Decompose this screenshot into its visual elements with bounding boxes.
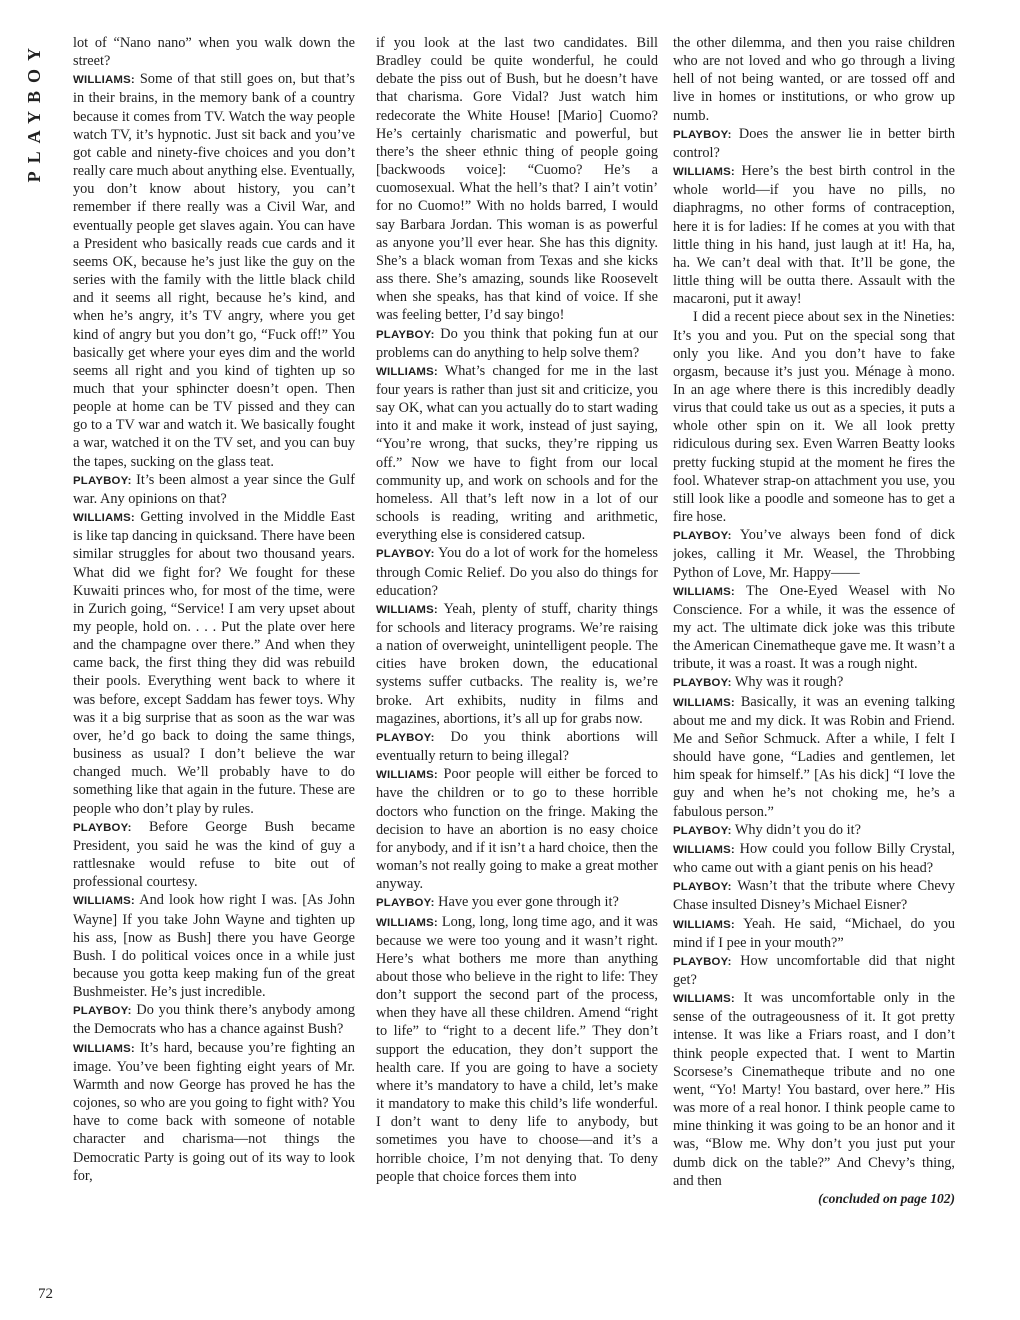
paragraph — [73, 818, 355, 892]
paragraph — [376, 34, 658, 325]
speaker-label: WILLIAMS: — [376, 769, 438, 782]
running-head: PLAYBOY — [24, 40, 44, 183]
speaker-label: WILLIAMS: — [376, 916, 438, 929]
paragraph-text: Why didn’t you do it? — [734, 821, 861, 838]
page-number: 72 — [38, 1286, 53, 1302]
speaker-label: WILLIAMS: — [73, 512, 135, 525]
speaker-label: PLAYBOY: — [73, 474, 132, 487]
paragraph-text: the other dilemma, and then you raise children who are not loved and who go through a living hell of not being wanted, or are tossed off and live in homes or institutions, or who grow up numb. — [673, 35, 955, 124]
paragraph — [673, 673, 955, 692]
paragraph — [376, 913, 658, 1186]
speaker-label: WILLIAMS: — [673, 843, 735, 856]
paragraph-text: Do you think abortions will eventually return to being illegal? — [376, 728, 658, 765]
paragraph — [376, 600, 658, 728]
paragraph-text: The One-Eyed Weasel with No Conscience. For a while, it was the essence of my act. The ultimate dick joke was this tribute the American Cinematheque gave me. It wasn’t a tribute, it was a roast. It was a rough night. — [673, 582, 955, 673]
speaker-label: WILLIAMS: — [376, 603, 438, 616]
paragraph-text: Yeah. He said, “Michael, do you mind if I pee in your mouth?” — [673, 915, 955, 951]
paragraph-text: Basically, it was an evening talking about me and my dick. It was Robin and Friend. Me and Señor Schmuck. After a while, I felt I should have gone, “Ladies and gentlemen, let him speak for himself.” [As his dick] “I love the guy and when he’s not choking me, he’s a fabulous person.” — [673, 693, 955, 820]
speaker-label: PLAYBOY: — [673, 824, 732, 837]
paragraph — [73, 1001, 355, 1038]
column-3 — [673, 34, 955, 1296]
speaker-label: PLAYBOY: — [673, 955, 732, 968]
speaker-label: PLAYBOY: — [73, 1005, 132, 1018]
paragraph-text: It was uncomfortable only in the sense of the outrageousness of it. It got pretty intense. It was like a Friars roast, and I don’t think people expected that. I went to Martin Scorsese’s Cinematheque tribute and no one went, “Yo! Marty! You bastard, over here.” His was more of a real honor. I think people came to mine thinking it was going to be an honor and it was, “Blow me. Why don’t you just put your dumb dick on the table?” And Chevy’s thing, and then — [673, 990, 955, 1189]
paragraph-text: And look how right I was. [As John Wayne] If you take John Wayne and tighten up his ass, [now as Bush] there you have George Bush. I do political voices once in a while just because you gotta keep making fun of the great Bushmeister. He’s just incredible. — [73, 892, 355, 1001]
paragraph — [673, 582, 955, 674]
speaker-label: WILLIAMS: — [73, 895, 135, 908]
paragraph — [673, 34, 955, 125]
speaker-label: WILLIAMS: — [673, 696, 735, 709]
speaker-label: WILLIAMS: — [73, 74, 135, 87]
paragraph-text: lot of “Nano nano” when you walk down the street? — [73, 35, 355, 70]
paragraph-text: Some of that still goes on, but that’s in their brains, in the memory bank of a country because it comes from TV. Watch the way people watch TV, it’s hypnotic. Just sit back and you’ve got cable and ninety-five choices and you don’t really care much about anything else. Eventually, you don’t know about history, you can’t remember if there really was a Civil War, and eventually people get slaves again. You can have a President who basically reads cue cards and it seems OK, because he’s just like the guy on the series with the family with the little black child and it seems all right, because he’s kind, and when he’s angry, it’s TV angry, where you get kind of angry but you don’t go, “Fuck off!” You basically get where your eyes dim and the world seems all right and you kind of tighten up so much that your sphincter doesn’t open. Then people at home can be TV pissed and they can go to a TV war and watch it. We basically fought a war, watched it on the TV set, and you can buy the tapes, sucking on the glass teat. — [73, 71, 355, 470]
paragraph-text: Poor people will either be forced to have the children or to go to these horrible doctors who function on the fringe. Making the decision to have an abortion is no easy choice for anybody, and if it isn’t a hard choice, then the woman’s not really going to make a great mother anyway. — [376, 766, 658, 893]
paragraph-text: Long, long, long time ago, and it was because we were too young and it wasn’t right. Here’s what bothers me more than anything about those who believe in the right to life: They don’t support the second part of the process, when they have all these children. Amend “right to life” to “right to a decent life.” They don’t support the education, they don’t support the health care. If you are going to have a society where it’s mandatory to have a child, let’s make it mandatory to make this child’s life wonderful. I don’t want to deny life to anybody, but sometimes you have to choose—and it’s a horrible choice, I’m not denying that. To deny people that choice forces them into — [376, 913, 658, 1185]
continued-note: (concluded on page 102) — [818, 1190, 955, 1206]
speaker-label: WILLIAMS: — [673, 918, 735, 931]
paragraph-text: It’s been almost a year since the Gulf war. Any opinions on that? — [73, 471, 355, 507]
speaker-label: WILLIAMS: — [376, 365, 438, 378]
paragraph — [376, 362, 658, 545]
paragraph — [673, 526, 955, 581]
paragraph — [376, 765, 658, 893]
paragraph-text: Before George Bush became President, you said he was the kind of guy a rattlesnake would refuse to bite out of professional courtesy. — [73, 818, 355, 891]
paragraph — [376, 728, 658, 765]
paragraph — [673, 877, 955, 914]
paragraph — [73, 508, 355, 818]
speaker-label: WILLIAMS: — [73, 1042, 135, 1055]
paragraph — [73, 1039, 355, 1185]
paragraph-text: You’ve always been fond of dick jokes, calling it Mr. Weasel, the Throbbing Python of Love, Mr. Happy—— — [673, 527, 955, 581]
paragraph-text: if you look at the last two candidates. Bill Bradley could be quite wonderful, he could debate the piss out of Bush, but he doesn’t have that charisma. Gore Vidal? Just watch him redecorate the White House! [Mario] Cuomo? He’s certainly charismatic and powerful, but there’s the sheer ethnic thing of people going [backwoods voice]: “Cuomo? He’s a cuomosexual. What the hell’s that? I ain’t votin’ for no Cuomo!” With no holds barred, I would say Barbara Jordan. This woman is as powerful as anyone you’ll ever hear. She has this dignity. She’s a black woman from Texas and she kicks ass there. She’s amazing, sounds like Roosevelt when she speaks, has that kind of voice. If she was feeling better, I’d say bingo! — [376, 35, 658, 324]
paragraph — [673, 840, 955, 877]
paragraph-text: How uncomfortable did that night get? — [673, 952, 955, 988]
speaker-label: PLAYBOY: — [376, 548, 435, 561]
paragraph — [73, 34, 355, 70]
speaker-label: PLAYBOY: — [673, 128, 732, 141]
paragraph-text: Have you ever gone through it? — [438, 894, 619, 911]
paragraph-text: Yeah, plenty of stuff, charity things for schools and literacy programs. We’re raising a nation of overweight, unintelligent people. The cities have broken down, the educational systems suffer cutbacks. The reality is, we’re broke. Art exhibits, nudity in films and magazines, abortions, it’s all up for grabs now. — [376, 600, 658, 727]
column-2 — [376, 34, 658, 1296]
speaker-label: WILLIAMS: — [673, 993, 735, 1006]
paragraph-text: Does the answer lie in better birth control? — [673, 125, 955, 161]
paragraph-text: Do you think that poking fun at our problems can do anything to help solve them? — [376, 325, 658, 361]
speaker-label: WILLIAMS: — [673, 585, 735, 598]
paragraph-text: Here’s the best birth control in the whole world—if you have no pills, no diaphragms, no other forms of contraception, here it is for ladies: If he comes at you with that little thing in his hand, just laugh at it! Ha, ha, ha. We can’t deal with that. It’ll be gone, the little thing will be outta there. Assault with the macaroni, put it away! — [673, 163, 955, 308]
speaker-label: PLAYBOY: — [673, 530, 732, 543]
paragraph — [376, 325, 658, 362]
speaker-label: PLAYBOY: — [673, 881, 732, 894]
paragraph — [673, 989, 955, 1190]
paragraph — [673, 308, 955, 526]
paragraph — [73, 70, 355, 470]
paragraph-text: It’s hard, because you’re fighting an image. You’ve been fighting eight years of Mr. Warmth and now George has proved he has the cojones, so who are you going to fight with? You have to come back with someone of notable character and charisma—not things the Democratic Party is going out of its way to look for, — [73, 1039, 355, 1184]
paragraph — [73, 891, 355, 1001]
paragraph — [376, 544, 658, 599]
paragraph — [673, 693, 955, 821]
paragraph-text: Getting involved in the Middle East is like tap dancing in quicksand. There have been similar struggles for about two thousand years. What did we fight for? We fought for these Kuwaiti princes who, for most of the time, were in Zurich going, “Service! I am very upset about my people, hold on. . . . Put the plate over here and the champagne over there.” And when they came back, the first thing they did was rebuild their pools. Everything went back to where it was before, except Saddam has fewer toys. Why was it a big surprise that as soon as the war was over, he’d go back to doing the same things, business as usual? I don’t believe the war changed much. We’ll probably have to do something like that again in the future. These are people who don’t play by rules. — [73, 509, 355, 817]
speaker-label: PLAYBOY: — [673, 677, 732, 690]
paragraph — [376, 893, 658, 912]
paragraph-text: Why was it rough? — [734, 674, 844, 691]
paragraph — [673, 125, 955, 162]
paragraph-text: How could you follow Billy Crystal, who came out with a giant penis on his head? — [673, 840, 955, 877]
paragraph-text: Wasn’t that the tribute where Chevy Chase insulted Disney’s Michael Eisner? — [673, 878, 955, 914]
paragraph — [73, 471, 355, 508]
paragraph — [673, 162, 955, 308]
paragraph — [673, 821, 955, 840]
paragraph-text: I did a recent piece about sex in the Nineties: It’s you and you. Put on the special song that only you like. And you don’t have to fake orgasm, because it’s just you. Ménage à mono. In an age where there is this incredibly deadly virus that could take us out as a species, it puts a whole other spin on it. We all look pretty ridiculous during sex. Even Warren Beatty looks pretty fucking stupid at the moment he fires the fool. Whatever strap-on attachment you use, you still look like a poodle and someone has to get a fire hose. — [673, 309, 955, 526]
speaker-label: PLAYBOY: — [73, 821, 132, 834]
speaker-label: PLAYBOY: — [376, 731, 435, 744]
paragraph-text: Do you think there’s anybody among the Democrats who has a chance against Bush? — [73, 1002, 355, 1038]
paragraph-text: What’s changed for me in the last four years is rather than just sit and criticize, you say OK, what can you actually do to start wading into it and make it work, instead of just saying, “You’re wrong, that sucks, they’re ripping us off.” Now we have to fight from our local community up, and work on schools and for the homeless. All that’s left now in a lot of our schools is reading, writing and arithmetic, everything else is considered catsup. — [376, 362, 658, 544]
paragraph — [673, 915, 955, 952]
speaker-label: PLAYBOY: — [376, 328, 435, 341]
speaker-label: PLAYBOY: — [376, 897, 435, 910]
speaker-label: WILLIAMS: — [673, 166, 735, 179]
column-1 — [73, 34, 355, 1296]
paragraph-text: You do a lot of work for the homeless through Comic Relief. Do you also do things for education? — [376, 545, 658, 599]
paragraph — [673, 952, 955, 989]
